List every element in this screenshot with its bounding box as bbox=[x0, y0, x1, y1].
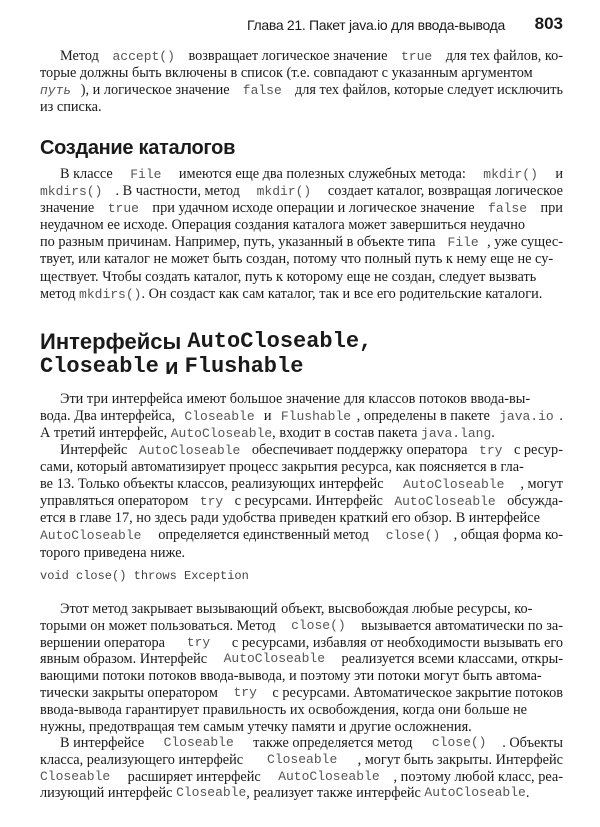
text-run: и bbox=[158, 354, 185, 379]
chapter-title: Глава 21. Пакет java.io для ввода-вывода bbox=[246, 17, 505, 33]
text-line bbox=[40, 329, 563, 354]
paragraph-mkdir bbox=[40, 166, 563, 303]
section-heading-creating-directories: Создание каталогов bbox=[40, 137, 236, 159]
text-line bbox=[40, 510, 563, 527]
text-run: с ресурсами, избавляя от необходимости вызывать его bbox=[228, 634, 563, 651]
text-run: , уже сущес- bbox=[487, 234, 563, 251]
text-run: , определены в пакете bbox=[356, 408, 494, 425]
text-line bbox=[40, 251, 563, 268]
text-run: твует, или каталог не может быть создан, потому что полный путь к нему еще не су- bbox=[40, 251, 554, 268]
text-run: класса, реализующего интерфейс bbox=[40, 751, 247, 768]
text-run: вающими потоки потоков ввода-вывода, и поэтому эти потоки могут быть автома- bbox=[40, 668, 542, 685]
text-line bbox=[40, 183, 563, 200]
text-run: В интерфейсе bbox=[60, 735, 148, 751]
text-run: ), и логическое значение bbox=[80, 82, 234, 99]
text-run: тически закрыты оператором bbox=[40, 684, 222, 701]
text-run: , входит в состав пакета bbox=[272, 425, 422, 442]
paragraph-close-method bbox=[40, 601, 563, 735]
text-run: А третий интерфейс, bbox=[40, 425, 171, 442]
text-run: с ресурсами. Интерфейс bbox=[231, 493, 387, 510]
text-line bbox=[40, 65, 563, 82]
code-term: true bbox=[107, 201, 139, 217]
text-run: , могут bbox=[520, 476, 563, 493]
text-run: управляться оператором bbox=[40, 493, 192, 510]
text-run: Интерфейс bbox=[60, 442, 131, 458]
text-line bbox=[40, 234, 563, 251]
text-line bbox=[40, 82, 563, 99]
text-run: при удачном исходе операции и логическое значение bbox=[148, 200, 479, 217]
text-line bbox=[40, 668, 563, 685]
code-term: File bbox=[130, 167, 162, 182]
text-run: ввода-вывода гарантирует правильность их освобождения, когда они больше не bbox=[40, 701, 528, 718]
text-run: . Он создаст как сам каталог, так и все его родительские каталоги. bbox=[141, 285, 543, 302]
code-term: AutoCloseable bbox=[223, 651, 326, 667]
text-run: Интерфейсы bbox=[40, 329, 188, 354]
text-run: ется в главе 17, но здесь ради удобства приведен краткий его обзор. В интерфейсе bbox=[40, 510, 540, 527]
text-line bbox=[40, 651, 563, 668]
code-term: mkdirs() bbox=[40, 184, 103, 200]
code-term: try bbox=[199, 494, 224, 510]
text-run: создает каталог, возвращая логическое bbox=[324, 183, 563, 200]
code-term: Closeable bbox=[184, 409, 255, 425]
text-run: , общая форма ко- bbox=[453, 527, 563, 544]
text-run: расширяет интерфейс bbox=[124, 768, 265, 785]
text-run: также определяется метод bbox=[249, 735, 417, 751]
text-line bbox=[40, 545, 563, 562]
text-run: . Объекты bbox=[502, 735, 563, 751]
text-line bbox=[40, 391, 563, 408]
code-term: Closeable bbox=[176, 785, 247, 801]
text-run: . В частности, метод bbox=[115, 183, 244, 200]
text-line bbox=[40, 785, 563, 802]
text-run: , реализует также интерфейс bbox=[246, 785, 425, 802]
code-snippet: void close() throws Exception bbox=[40, 569, 249, 583]
text-line bbox=[40, 269, 563, 286]
code-term: AutoCloseable bbox=[424, 785, 526, 801]
code-term: mkdir() bbox=[256, 184, 312, 200]
text-run: при bbox=[536, 200, 563, 217]
text-run: для тех файлов, которые следует исключить bbox=[291, 82, 563, 99]
text-run: с ресур- bbox=[510, 442, 563, 458]
code-term: java.io bbox=[499, 409, 554, 425]
text-run: реализуется всеми классами, откры- bbox=[337, 651, 563, 668]
text-line bbox=[40, 527, 563, 544]
text-run: , поэтому любой класс, реа- bbox=[393, 768, 563, 785]
code-term: accept() bbox=[112, 49, 175, 64]
text-line bbox=[40, 635, 563, 652]
code-term: close() bbox=[385, 528, 441, 544]
text-run: ществует. Чтобы создать каталог, путь к которому еще не создан, следует вызвать bbox=[40, 268, 537, 285]
text-line bbox=[40, 685, 563, 702]
code-term: true bbox=[400, 49, 433, 64]
text-run: вода. Два интерфейса, bbox=[40, 408, 179, 425]
code-term: AutoCloseable, bbox=[187, 329, 373, 354]
code-term: try bbox=[186, 634, 211, 650]
text-run: определяется единственный метод bbox=[154, 527, 373, 544]
text-run: значение bbox=[40, 200, 98, 217]
text-run: В классе bbox=[60, 166, 117, 182]
text-run: Эти три интерфейса имеют большое значение для классов потоков ввода-вы- bbox=[60, 391, 531, 407]
text-run: Этот метод закрывает вызывающий объект, высвобождая любые ресурсы, ко- bbox=[60, 601, 533, 617]
code-term: File bbox=[447, 235, 479, 251]
text-line bbox=[40, 99, 563, 116]
code-term: close() bbox=[291, 617, 346, 633]
text-run: возвращает логическое значение bbox=[184, 48, 391, 64]
text-run: обеспечивает поддержку оператора bbox=[248, 442, 472, 458]
paragraph-accept bbox=[40, 48, 563, 116]
text-line bbox=[40, 459, 563, 476]
code-term: java.lang bbox=[421, 426, 492, 442]
text-run: и bbox=[260, 408, 276, 425]
text-run: торого приведена ниже. bbox=[40, 544, 186, 561]
text-line bbox=[40, 408, 563, 425]
text-line bbox=[40, 752, 563, 769]
text-run: неудачном ее исходе. Операция создания каталога может завершиться неудачно bbox=[40, 217, 526, 234]
text-line bbox=[40, 217, 563, 234]
text-line bbox=[40, 442, 563, 459]
code-term: путь bbox=[40, 83, 72, 99]
text-line bbox=[40, 719, 563, 736]
text-run: вершении оператора bbox=[40, 634, 169, 651]
text-line bbox=[40, 618, 563, 635]
paragraph-interfaces-intro bbox=[40, 391, 563, 442]
code-term: false bbox=[488, 201, 528, 217]
text-line bbox=[40, 200, 563, 217]
code-term: Closeable bbox=[267, 751, 338, 767]
text-run: с ресурсами. Автоматическое закрытие потоков bbox=[268, 684, 563, 701]
text-line bbox=[40, 354, 563, 379]
code-term: Flushable bbox=[184, 354, 304, 379]
text-run: лизующий интерфейс bbox=[40, 785, 177, 802]
text-line bbox=[40, 769, 563, 786]
text-run: Метод bbox=[60, 48, 103, 64]
code-term: false bbox=[242, 83, 282, 99]
text-run: вызывается автоматически по за- bbox=[357, 617, 563, 634]
code-term: AutoCloseable bbox=[170, 426, 273, 442]
text-run: имеются еще два полезных служебных метода: bbox=[175, 166, 470, 182]
code-term: Closeable bbox=[163, 735, 234, 750]
text-line bbox=[40, 476, 563, 493]
paragraph-autocloseable bbox=[40, 442, 563, 562]
code-term: mkdir() bbox=[483, 167, 538, 182]
code-term: Closeable bbox=[40, 354, 159, 379]
text-run: метод bbox=[40, 285, 80, 302]
section-heading-interfaces bbox=[40, 329, 563, 379]
text-line bbox=[40, 286, 563, 303]
text-line bbox=[40, 735, 563, 752]
code-term: AutoCloseable bbox=[394, 494, 496, 510]
code-term: try bbox=[233, 684, 257, 700]
text-line bbox=[40, 48, 563, 65]
text-run: обсужда- bbox=[503, 493, 563, 510]
code-term: AutoCloseable bbox=[403, 477, 505, 493]
text-run: по разным причинам. Например, путь, указанный в объекте типа bbox=[40, 234, 440, 251]
text-line bbox=[40, 493, 563, 510]
code-term: AutoCloseable bbox=[40, 528, 142, 544]
text-run: нужны, предотвращая тем самым утечку памяти и другие осложнения. bbox=[40, 718, 472, 735]
code-term: AutoCloseable bbox=[278, 768, 380, 784]
text-line bbox=[40, 702, 563, 719]
code-term: AutoCloseable bbox=[138, 443, 241, 458]
page-number: 803 bbox=[534, 14, 563, 33]
text-run: . bbox=[559, 408, 563, 425]
text-run: торыми он может пользоваться. Метод bbox=[40, 617, 280, 634]
code-term: Closeable bbox=[40, 768, 111, 784]
code-term: try bbox=[479, 443, 503, 458]
text-line bbox=[40, 425, 563, 442]
text-run: ве 13. Только объекты классов, реализующих интерфейс bbox=[40, 476, 388, 493]
text-run: . bbox=[525, 785, 530, 802]
text-line bbox=[40, 166, 563, 183]
text-run: явным образом. Интерфейс bbox=[40, 651, 211, 668]
running-header bbox=[0, 14, 563, 36]
text-run: . bbox=[491, 425, 495, 442]
code-term: mkdirs() bbox=[79, 286, 142, 302]
text-run: , могут быть закрыты. Интерфейс bbox=[357, 751, 563, 768]
code-term: close() bbox=[431, 735, 487, 750]
text-run: из списка. bbox=[40, 99, 102, 116]
text-line bbox=[40, 601, 563, 618]
text-run: и bbox=[551, 166, 563, 182]
text-run: торые должны быть включены в список (т.е. совпадают с указанным аргументом bbox=[40, 65, 533, 82]
text-run: сами, который автоматизирует процесс закрытия ресурса, как поясняется в гла- bbox=[40, 459, 524, 476]
text-run: для тех файлов, ко- bbox=[442, 48, 563, 64]
code-term: Flushable bbox=[280, 409, 352, 425]
paragraph-closeable bbox=[40, 735, 563, 802]
